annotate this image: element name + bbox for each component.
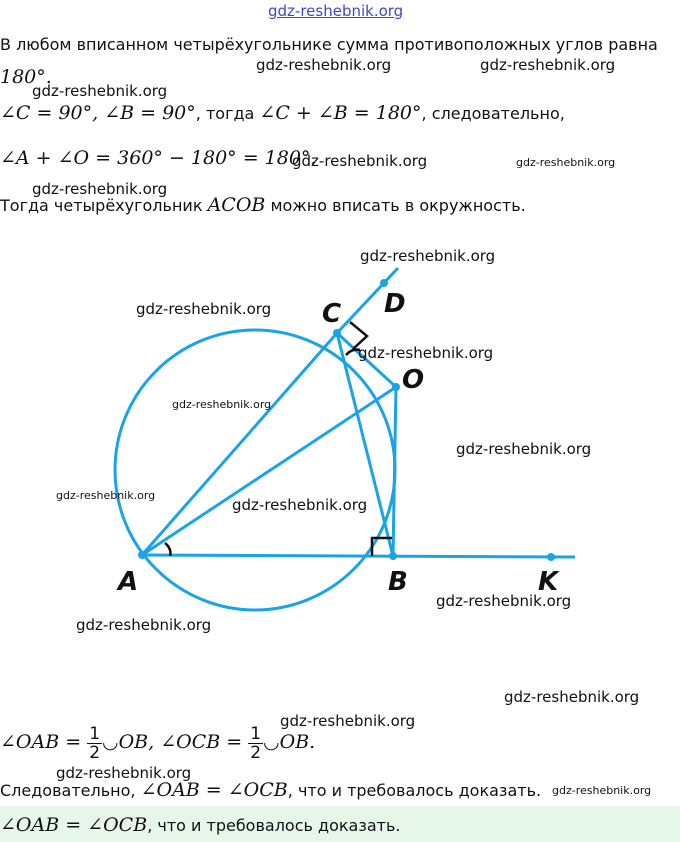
point-d <box>380 279 388 287</box>
conclusion-text-a: Следовательно, <box>0 781 141 800</box>
eq-part-ob: ◡OB. <box>263 731 316 753</box>
fraction-den-2: 2 <box>250 743 262 763</box>
watermark-8: gdz-reshebnik.org <box>136 300 272 318</box>
statement-line1: В любом вписанном четырёхугольнике сумма противоположных углов равна <box>0 35 658 54</box>
label-b: B <box>388 567 408 597</box>
fraction-num-2: 1 <box>250 724 262 744</box>
fraction-half-2 <box>248 725 263 762</box>
answer-math: ∠OAB = ∠OCB <box>0 814 148 836</box>
point-a <box>138 551 146 559</box>
answer-line <box>0 814 401 836</box>
fraction-den-1: 2 <box>89 743 101 763</box>
label-c: C <box>322 299 342 329</box>
watermark-18: gdz-reshebnik.org <box>56 764 192 782</box>
conclusion-text-b: , что и требовалось доказать. <box>287 781 542 800</box>
angles-then-text: , тогда <box>195 104 260 123</box>
label-a: A <box>118 567 139 597</box>
point-b <box>389 552 397 560</box>
circumcircle <box>115 330 395 610</box>
label-k: K <box>538 567 559 597</box>
point-c <box>333 329 341 337</box>
watermark-2: gdz-reshebnik.org <box>480 56 616 74</box>
watermark-15: gdz-reshebnik.org <box>76 616 212 634</box>
statement-value-180: 180°. <box>0 66 52 88</box>
watermark-5: gdz-reshebnik.org <box>516 156 616 169</box>
watermark-11: gdz-reshebnik.org <box>456 440 592 458</box>
point-k <box>547 553 555 561</box>
eq-part-ocb: ◡OB, ∠OCB = <box>102 731 249 753</box>
answer-text: , что и требовалось доказать. <box>147 816 401 835</box>
eq-part-oab: ∠OAB = <box>0 731 88 753</box>
point-o <box>392 383 400 391</box>
equation-line <box>0 720 315 764</box>
inscribed-text-a: Тогда четырёхугольник <box>0 196 208 215</box>
ray-ak <box>142 555 575 557</box>
watermark-13: gdz-reshebnik.org <box>232 496 368 514</box>
answer-box <box>0 806 680 842</box>
watermark-17: gdz-reshebnik.org <box>280 712 416 730</box>
segment-ob <box>393 387 396 556</box>
watermark-9: gdz-reshebnik.org <box>358 344 494 362</box>
angles-c-b-math: ∠C = 90°, ∠B = 90° <box>0 102 196 124</box>
watermark-1: gdz-reshebnik.org <box>256 56 392 74</box>
quadrilateral-name: ACOB <box>207 194 266 216</box>
watermark-16: gdz-reshebnik.org <box>504 688 640 706</box>
angles-therefore-text: , следовательно, <box>421 104 565 123</box>
angles-sum-math: ∠C + ∠B = 180° <box>259 102 422 124</box>
angles-a-o-math: ∠A + ∠O = 360° − 180° = 180°. <box>0 147 317 169</box>
conclusion-math: ∠OAB = ∠OCB <box>140 779 288 801</box>
fraction-half-1 <box>87 725 102 762</box>
label-o: O <box>402 365 425 395</box>
inscribed-text-b: можно вписать в окружность. <box>265 196 526 215</box>
watermark-14: gdz-reshebnik.org <box>436 592 572 610</box>
watermark-top[interactable]: gdz-reshebnik.org <box>268 2 404 20</box>
watermark-12: gdz-reshebnik.org <box>56 489 156 502</box>
fraction-num-1: 1 <box>89 724 101 744</box>
watermark-3: gdz-reshebnik.org <box>32 82 168 100</box>
segment-cb <box>337 333 393 556</box>
watermark-6: gdz-reshebnik.org <box>32 180 168 198</box>
watermark-19: gdz-reshebnik.org <box>552 784 652 797</box>
figure-lines <box>115 268 575 610</box>
watermark-4: gdz-reshebnik.org <box>292 152 428 170</box>
label-d: D <box>384 289 406 319</box>
watermark-10: gdz-reshebnik.org <box>172 398 272 411</box>
watermark-7: gdz-reshebnik.org <box>360 247 496 265</box>
conclusion-line <box>0 779 541 801</box>
